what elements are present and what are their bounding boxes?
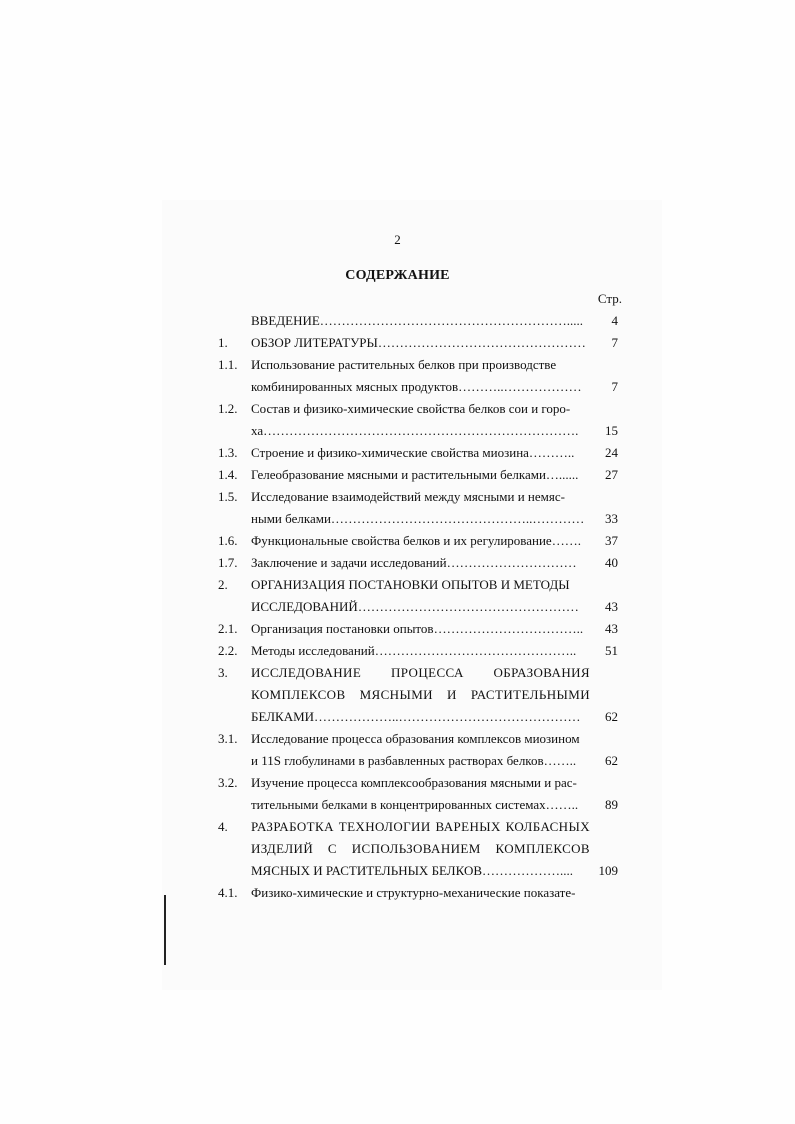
toc-entry-text: и 11S глобулинами в разбавленных растворах белков…….. — [251, 753, 577, 768]
toc-entry — [218, 860, 622, 882]
toc-entry-text: МЯСНЫХ И РАСТИТЕЛЬНЫХ БЕЛКОВ……………….... — [251, 863, 574, 878]
toc-entry — [218, 332, 622, 354]
toc-entry — [218, 816, 622, 838]
toc-entry-number: 1.5. — [218, 489, 238, 504]
toc-entry-page: 15 — [605, 423, 618, 438]
page-column-header: Стр. — [597, 291, 622, 306]
toc-entry — [218, 596, 622, 618]
toc-entry-text: ными белками………………………………………..………… — [251, 511, 585, 526]
margin-mark — [164, 895, 166, 965]
toc-entry-page: 109 — [598, 863, 618, 878]
toc-entry-text: Физико-химические и структурно-механические показате- — [251, 885, 576, 900]
toc-entry — [218, 310, 622, 332]
toc-entry-text: Строение и физико-химические свойства миозина……….. — [251, 445, 575, 460]
toc-entry-number: 1.2. — [218, 401, 238, 416]
toc-header — [218, 288, 622, 310]
toc-entry-text: ха………………………………………………………………. — [251, 423, 579, 438]
toc-entry — [218, 728, 622, 750]
toc-entry — [218, 464, 622, 486]
toc-entry — [218, 354, 622, 376]
toc-entry-number: 3.1. — [218, 731, 238, 746]
toc-entry-text: КОМПЛЕКСОВ МЯСНЫМИ И РАСТИТЕЛЬНЫМИ — [251, 687, 590, 702]
toc-entry-page: 27 — [605, 467, 618, 482]
toc-entry-text: Состав и физико-химические свойства белков сои и горо- — [251, 401, 571, 416]
toc-entry-number: 2. — [218, 577, 228, 592]
toc-entry-text: ИЗДЕЛИЙ С ИСПОЛЬЗОВАНИЕМ КОМПЛЕКСОВ — [251, 841, 590, 856]
toc-entry-text: Заключение и задачи исследований………………………… — [251, 555, 577, 570]
toc-entry — [218, 882, 622, 904]
toc-entry-page: 43 — [605, 621, 618, 636]
toc-entry-text: ОРГАНИЗАЦИЯ ПОСТАНОВКИ ОПЫТОВ И МЕТОДЫ — [251, 577, 570, 592]
toc-entry — [218, 684, 622, 706]
toc-entry-text: Организация постановки опытов…………………………….. — [251, 621, 584, 636]
toc-entry-page: 62 — [605, 709, 618, 724]
toc-entry — [218, 772, 622, 794]
toc-entry-text: Исследование взаимодействий между мясными и немяс- — [251, 489, 565, 504]
toc-entry — [218, 706, 622, 728]
toc-entry-text: Гелеобразование мясными и растительными белками…...... — [251, 467, 579, 482]
toc-entry — [218, 838, 622, 860]
toc-entry-text: Исследование процесса образования комплексов миозином — [251, 731, 580, 746]
toc-entry-text: Использование растительных белков при производстве — [251, 357, 557, 372]
toc-entry-number: 1.3. — [218, 445, 238, 460]
toc-entry — [218, 794, 622, 816]
toc-entry-page: 89 — [605, 797, 618, 812]
toc-entry-number: 1. — [218, 335, 228, 350]
toc-entry-text: ИССЛЕДОВАНИЕ ПРОЦЕССА ОБРАЗОВАНИЯ — [251, 665, 590, 680]
page-number: 2 — [394, 232, 401, 247]
toc-title: СОДЕРЖАНИЕ — [345, 268, 450, 283]
toc-entry-text: комбинированных мясных продуктов………..……………… — [251, 379, 582, 394]
toc-entry-page: 7 — [611, 335, 618, 350]
toc-entry-text: Методы исследований……………………………………….. — [251, 643, 577, 658]
toc-entry — [218, 486, 622, 508]
toc-entry — [218, 530, 622, 552]
toc-entry-number: 4. — [218, 819, 228, 834]
toc-entry — [218, 420, 622, 442]
toc-entry-text: ВВЕДЕНИЕ…………………………………………………..... — [251, 313, 584, 328]
toc-entry — [218, 508, 622, 530]
toc-entry — [218, 398, 622, 420]
toc-entry-number: 4.1. — [218, 885, 238, 900]
toc-entry-page: 4 — [611, 313, 618, 328]
toc-entry-page: 43 — [605, 599, 618, 614]
toc-entry-number: 1.4. — [218, 467, 238, 482]
toc-entry-text: тительными белками в концентрированных системах…….. — [251, 797, 579, 812]
toc-entry-page: 62 — [605, 753, 618, 768]
toc-entry — [218, 376, 622, 398]
toc-entry-number: 1.6. — [218, 533, 238, 548]
toc-entry — [218, 552, 622, 574]
toc-entry-text: ИССЛЕДОВАНИЙ…………………………………………… — [251, 599, 579, 614]
toc-entry-page: 24 — [605, 445, 618, 460]
toc-entry-number: 2.2. — [218, 643, 238, 658]
toc-entry — [218, 574, 622, 596]
toc-entry-text: Изучение процесса комплексообразования мясными и рас- — [251, 775, 577, 790]
toc-entry-page: 7 — [611, 379, 618, 394]
toc-entry-page: 40 — [605, 555, 618, 570]
toc-entry-number: 1.7. — [218, 555, 238, 570]
toc-entry — [218, 618, 622, 640]
table-of-contents — [218, 288, 622, 904]
toc-entry-number: 3.2. — [218, 775, 238, 790]
toc-entry-text: Функциональные свойства белков и их регулирование……. — [251, 533, 581, 548]
toc-entry-number: 1.1. — [218, 357, 238, 372]
toc-entry-page: 37 — [605, 533, 618, 548]
toc-entry-number: 2.1. — [218, 621, 238, 636]
toc-rows — [218, 310, 622, 904]
toc-entry — [218, 640, 622, 662]
toc-entry-text: БЕЛКАМИ………………..…………………………………… — [251, 709, 581, 724]
toc-entry-page: 51 — [605, 643, 618, 658]
toc-entry-text: ОБЗОР ЛИТЕРАТУРЫ………………………………………… — [251, 335, 586, 350]
toc-entry-text: РАЗРАБОТКА ТЕХНОЛОГИИ ВАРЕНЫХ КОЛБАСНЫХ — [251, 819, 590, 834]
toc-entry-page: 33 — [605, 511, 618, 526]
toc-entry — [218, 750, 622, 772]
toc-entry-number: 3. — [218, 665, 228, 680]
toc-entry — [218, 442, 622, 464]
toc-entry — [218, 662, 622, 684]
